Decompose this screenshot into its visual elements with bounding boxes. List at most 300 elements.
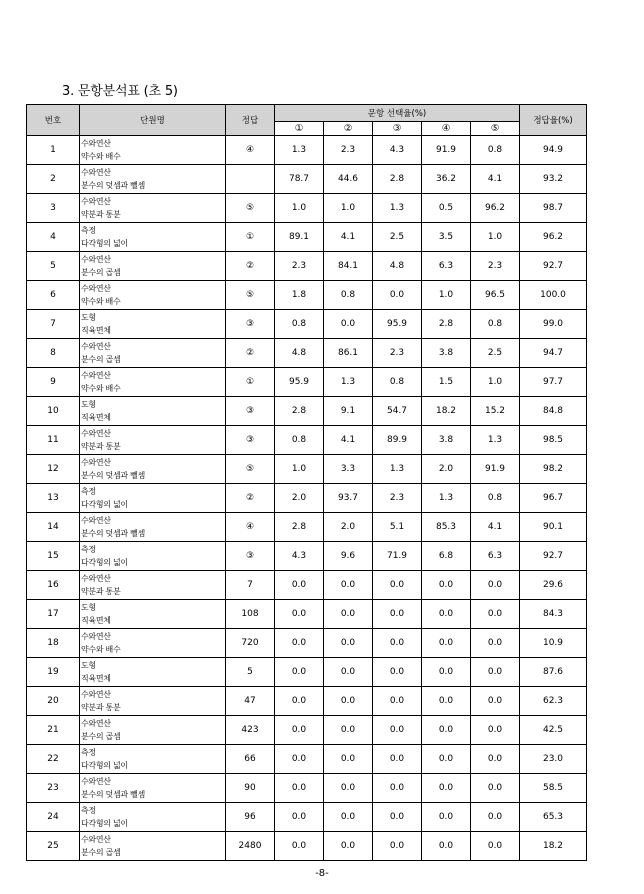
- row-number: 5: [27, 252, 80, 281]
- unit-category: 수와연산: [81, 139, 111, 148]
- option-3-rate: 0.0: [373, 600, 422, 629]
- table-row: [27, 600, 587, 629]
- table-row: [27, 803, 587, 832]
- correct-rate-cell: 98.5: [520, 426, 587, 455]
- option-5-rate: 91.9: [471, 455, 520, 484]
- table-row: [27, 542, 587, 571]
- unit-subtopic: 약수와 배수: [81, 297, 121, 306]
- option-4-rate: 1.5: [422, 368, 471, 397]
- unit-category: 도형: [81, 661, 96, 670]
- unit-category: 측정: [81, 487, 96, 496]
- row-number: 17: [27, 600, 80, 629]
- row-number: 7: [27, 310, 80, 339]
- table-row: [27, 571, 587, 600]
- unit-category: 측정: [81, 226, 96, 235]
- answer-cell: 2480: [226, 832, 275, 861]
- answer-cell: ③: [226, 426, 275, 455]
- header-option-2: ②: [324, 122, 373, 136]
- unit-category: 수와연산: [81, 516, 111, 525]
- table-row: [27, 368, 587, 397]
- row-number: 21: [27, 716, 80, 745]
- unit-name: [80, 571, 226, 600]
- option-5-rate: 6.3: [471, 542, 520, 571]
- option-5-rate: 1.0: [471, 223, 520, 252]
- table-row: [27, 397, 587, 426]
- unit-category: 수와연산: [81, 632, 111, 641]
- unit-name: [80, 687, 226, 716]
- answer-cell: ⑤: [226, 194, 275, 223]
- header-unit: 단원명: [80, 105, 226, 136]
- unit-subtopic: 약수와 배수: [81, 384, 121, 393]
- unit-category: 수와연산: [81, 255, 111, 264]
- option-3-rate: 0.8: [373, 368, 422, 397]
- unit-subtopic: 직육면체: [81, 326, 111, 335]
- option-2-rate: 0.0: [324, 803, 373, 832]
- option-1-rate: 1.3: [275, 136, 324, 165]
- option-3-rate: 1.3: [373, 455, 422, 484]
- header-option-4: ④: [422, 122, 471, 136]
- option-1-rate: 0.0: [275, 600, 324, 629]
- option-3-rate: 89.9: [373, 426, 422, 455]
- option-3-rate: 0.0: [373, 281, 422, 310]
- table-row: [27, 745, 587, 774]
- option-1-rate: 2.8: [275, 397, 324, 426]
- unit-category: 수와연산: [81, 284, 111, 293]
- unit-name: [80, 194, 226, 223]
- option-2-rate: 93.7: [324, 484, 373, 513]
- unit-category: 수와연산: [81, 342, 111, 351]
- option-2-rate: 4.1: [324, 223, 373, 252]
- option-4-rate: 0.0: [422, 600, 471, 629]
- unit-name: [80, 339, 226, 368]
- option-4-rate: 0.0: [422, 803, 471, 832]
- unit-category: 측정: [81, 806, 96, 815]
- correct-rate-cell: 93.2: [520, 165, 587, 194]
- correct-rate-cell: 84.3: [520, 600, 587, 629]
- option-4-rate: 2.0: [422, 455, 471, 484]
- table-row: [27, 339, 587, 368]
- unit-category: 수와연산: [81, 429, 111, 438]
- option-4-rate: 0.0: [422, 774, 471, 803]
- unit-subtopic: 직육면체: [81, 674, 111, 683]
- table-row: [27, 136, 587, 165]
- row-number: 14: [27, 513, 80, 542]
- table-row: [27, 455, 587, 484]
- option-2-rate: 9.6: [324, 542, 373, 571]
- option-2-rate: 0.0: [324, 571, 373, 600]
- option-5-rate: 4.1: [471, 513, 520, 542]
- row-number: 24: [27, 803, 80, 832]
- option-1-rate: 0.0: [275, 658, 324, 687]
- unit-name: [80, 745, 226, 774]
- unit-subtopic: 약수와 배수: [81, 645, 121, 654]
- option-3-rate: 0.0: [373, 687, 422, 716]
- row-number: 3: [27, 194, 80, 223]
- answer-cell: ④: [226, 136, 275, 165]
- unit-category: 수와연산: [81, 574, 111, 583]
- option-4-rate: 3.8: [422, 426, 471, 455]
- header-option-5: ⑤: [471, 122, 520, 136]
- correct-rate-cell: 62.3: [520, 687, 587, 716]
- option-5-rate: 0.0: [471, 600, 520, 629]
- table-row: [27, 194, 587, 223]
- correct-rate-cell: 99.0: [520, 310, 587, 339]
- option-1-rate: 0.0: [275, 687, 324, 716]
- option-4-rate: 0.0: [422, 745, 471, 774]
- option-1-rate: 0.8: [275, 310, 324, 339]
- correct-rate-cell: 65.3: [520, 803, 587, 832]
- option-1-rate: 0.8: [275, 426, 324, 455]
- answer-cell: ②: [226, 484, 275, 513]
- unit-name: [80, 629, 226, 658]
- unit-name: [80, 484, 226, 513]
- option-3-rate: 2.8: [373, 165, 422, 194]
- row-number: 8: [27, 339, 80, 368]
- option-4-rate: 3.8: [422, 339, 471, 368]
- answer-cell: ①: [226, 368, 275, 397]
- option-4-rate: 36.2: [422, 165, 471, 194]
- option-5-rate: 2.3: [471, 252, 520, 281]
- option-1-rate: 2.8: [275, 513, 324, 542]
- option-2-rate: 2.3: [324, 136, 373, 165]
- unit-subtopic: 다각형의 넓이: [81, 558, 128, 567]
- option-2-rate: 44.6: [324, 165, 373, 194]
- correct-rate-cell: 42.5: [520, 716, 587, 745]
- table-row: [27, 252, 587, 281]
- correct-rate-cell: 94.9: [520, 136, 587, 165]
- unit-name: [80, 803, 226, 832]
- option-1-rate: 0.0: [275, 832, 324, 861]
- row-number: 19: [27, 658, 80, 687]
- option-3-rate: 95.9: [373, 310, 422, 339]
- unit-category: 측정: [81, 748, 96, 757]
- row-number: 23: [27, 774, 80, 803]
- option-4-rate: 85.3: [422, 513, 471, 542]
- answer-cell: [226, 165, 275, 194]
- row-number: 20: [27, 687, 80, 716]
- unit-name: [80, 455, 226, 484]
- row-number: 18: [27, 629, 80, 658]
- option-3-rate: 0.0: [373, 716, 422, 745]
- unit-name: [80, 716, 226, 745]
- unit-category: 수와연산: [81, 835, 111, 844]
- option-3-rate: 54.7: [373, 397, 422, 426]
- row-number: 22: [27, 745, 80, 774]
- unit-name: [80, 252, 226, 281]
- row-number: 9: [27, 368, 80, 397]
- option-5-rate: 1.0: [471, 368, 520, 397]
- unit-name: [80, 832, 226, 861]
- option-2-rate: 2.0: [324, 513, 373, 542]
- option-3-rate: 2.5: [373, 223, 422, 252]
- option-5-rate: 2.5: [471, 339, 520, 368]
- option-4-rate: 0.0: [422, 716, 471, 745]
- option-2-rate: 0.0: [324, 774, 373, 803]
- option-2-rate: 0.0: [324, 687, 373, 716]
- option-4-rate: 6.3: [422, 252, 471, 281]
- option-5-rate: 0.0: [471, 745, 520, 774]
- row-number: 11: [27, 426, 80, 455]
- table-row: [27, 629, 587, 658]
- option-4-rate: 0.0: [422, 629, 471, 658]
- answer-cell: ②: [226, 252, 275, 281]
- answer-cell: 423: [226, 716, 275, 745]
- option-5-rate: 0.8: [471, 310, 520, 339]
- row-number: 25: [27, 832, 80, 861]
- option-5-rate: 4.1: [471, 165, 520, 194]
- option-1-rate: 2.0: [275, 484, 324, 513]
- header-option-1: ①: [275, 122, 324, 136]
- table-row: [27, 832, 587, 861]
- header-answer: 정답: [226, 105, 275, 136]
- correct-rate-cell: 98.2: [520, 455, 587, 484]
- unit-category: 수와연산: [81, 168, 111, 177]
- unit-name: [80, 310, 226, 339]
- option-1-rate: 4.3: [275, 542, 324, 571]
- unit-subtopic: 약분과 통분: [81, 442, 121, 451]
- option-2-rate: 3.3: [324, 455, 373, 484]
- correct-rate-cell: 84.8: [520, 397, 587, 426]
- table-row: [27, 281, 587, 310]
- unit-subtopic: 직육면체: [81, 413, 111, 422]
- option-3-rate: 2.3: [373, 339, 422, 368]
- option-2-rate: 84.1: [324, 252, 373, 281]
- answer-cell: 7: [226, 571, 275, 600]
- option-5-rate: 0.0: [471, 774, 520, 803]
- answer-cell: ③: [226, 310, 275, 339]
- option-1-rate: 0.0: [275, 716, 324, 745]
- option-5-rate: 0.0: [471, 716, 520, 745]
- answer-cell: ④: [226, 513, 275, 542]
- option-1-rate: 78.7: [275, 165, 324, 194]
- answer-cell: 5: [226, 658, 275, 687]
- option-2-rate: 9.1: [324, 397, 373, 426]
- unit-subtopic: 약분과 통분: [81, 210, 121, 219]
- table-row: [27, 426, 587, 455]
- correct-rate-cell: 94.7: [520, 339, 587, 368]
- correct-rate-cell: 96.2: [520, 223, 587, 252]
- correct-rate-cell: 98.7: [520, 194, 587, 223]
- unit-category: 수와연산: [81, 458, 111, 467]
- option-3-rate: 0.0: [373, 803, 422, 832]
- header-no: 번호: [27, 105, 80, 136]
- answer-cell: ③: [226, 542, 275, 571]
- row-number: 13: [27, 484, 80, 513]
- option-1-rate: 0.0: [275, 629, 324, 658]
- row-number: 4: [27, 223, 80, 252]
- correct-rate-cell: 23.0: [520, 745, 587, 774]
- unit-category: 수와연산: [81, 197, 111, 206]
- option-2-rate: 0.0: [324, 600, 373, 629]
- row-number: 16: [27, 571, 80, 600]
- table-row: [27, 658, 587, 687]
- answer-cell: 66: [226, 745, 275, 774]
- correct-rate-cell: 18.2: [520, 832, 587, 861]
- unit-subtopic: 분수의 덧셈과 뺄셈: [81, 181, 145, 190]
- option-3-rate: 5.1: [373, 513, 422, 542]
- option-1-rate: 1.0: [275, 194, 324, 223]
- unit-subtopic: 분수의 곱셈: [81, 268, 121, 277]
- table-row: [27, 165, 587, 194]
- answer-cell: 96: [226, 803, 275, 832]
- option-3-rate: 0.0: [373, 629, 422, 658]
- option-5-rate: 96.2: [471, 194, 520, 223]
- option-2-rate: 1.3: [324, 368, 373, 397]
- option-4-rate: 1.3: [422, 484, 471, 513]
- table-row: [27, 687, 587, 716]
- option-4-rate: 2.8: [422, 310, 471, 339]
- unit-category: 측정: [81, 545, 96, 554]
- unit-category: 수와연산: [81, 690, 111, 699]
- option-4-rate: 18.2: [422, 397, 471, 426]
- unit-subtopic: 직육면체: [81, 616, 111, 625]
- unit-subtopic: 약분과 통분: [81, 703, 121, 712]
- option-2-rate: 1.0: [324, 194, 373, 223]
- correct-rate-cell: 92.7: [520, 542, 587, 571]
- option-4-rate: 0.0: [422, 832, 471, 861]
- answer-cell: ⑤: [226, 281, 275, 310]
- unit-subtopic: 분수의 덧셈과 뺄셈: [81, 529, 145, 538]
- row-number: 6: [27, 281, 80, 310]
- unit-subtopic: 약수와 배수: [81, 152, 121, 161]
- unit-name: [80, 281, 226, 310]
- option-1-rate: 0.0: [275, 745, 324, 774]
- option-5-rate: 0.0: [471, 687, 520, 716]
- option-1-rate: 2.3: [275, 252, 324, 281]
- option-5-rate: 0.0: [471, 658, 520, 687]
- table-row: [27, 310, 587, 339]
- unit-name: [80, 658, 226, 687]
- answer-cell: 108: [226, 600, 275, 629]
- option-5-rate: 0.8: [471, 484, 520, 513]
- correct-rate-cell: 97.7: [520, 368, 587, 397]
- option-1-rate: 89.1: [275, 223, 324, 252]
- row-number: 12: [27, 455, 80, 484]
- unit-subtopic: 다각형의 넓이: [81, 761, 128, 770]
- option-3-rate: 0.0: [373, 832, 422, 861]
- table-row: [27, 513, 587, 542]
- option-3-rate: 1.3: [373, 194, 422, 223]
- option-4-rate: 3.5: [422, 223, 471, 252]
- option-5-rate: 0.0: [471, 803, 520, 832]
- unit-subtopic: 분수의 곱셈: [81, 848, 121, 857]
- unit-subtopic: 분수의 덧셈과 뺄셈: [81, 471, 145, 480]
- header-option-3: ③: [373, 122, 422, 136]
- answer-cell: ③: [226, 397, 275, 426]
- option-2-rate: 0.0: [324, 832, 373, 861]
- option-2-rate: 0.0: [324, 658, 373, 687]
- option-5-rate: 1.3: [471, 426, 520, 455]
- unit-category: 도형: [81, 313, 96, 322]
- option-5-rate: 0.0: [471, 629, 520, 658]
- row-number: 2: [27, 165, 80, 194]
- option-3-rate: 2.3: [373, 484, 422, 513]
- unit-name: [80, 513, 226, 542]
- option-4-rate: 0.0: [422, 658, 471, 687]
- option-1-rate: 95.9: [275, 368, 324, 397]
- unit-name: [80, 426, 226, 455]
- unit-name: [80, 223, 226, 252]
- unit-subtopic: 다각형의 넓이: [81, 819, 128, 828]
- option-3-rate: 4.3: [373, 136, 422, 165]
- unit-category: 도형: [81, 603, 96, 612]
- item-analysis-table: [26, 104, 587, 861]
- option-3-rate: 0.0: [373, 774, 422, 803]
- header-correct-rate: 정답율(%): [520, 105, 587, 136]
- correct-rate-cell: 10.9: [520, 629, 587, 658]
- correct-rate-cell: 92.7: [520, 252, 587, 281]
- unit-name: [80, 368, 226, 397]
- unit-category: 수와연산: [81, 777, 111, 786]
- unit-category: 도형: [81, 400, 96, 409]
- option-3-rate: 4.8: [373, 252, 422, 281]
- answer-cell: 720: [226, 629, 275, 658]
- option-2-rate: 4.1: [324, 426, 373, 455]
- option-1-rate: 4.8: [275, 339, 324, 368]
- header-selection: 문항 선택율(%): [275, 105, 520, 122]
- row-number: 1: [27, 136, 80, 165]
- unit-subtopic: 다각형의 넓이: [81, 500, 128, 509]
- table-row: [27, 716, 587, 745]
- option-2-rate: 0.0: [324, 310, 373, 339]
- correct-rate-cell: 29.6: [520, 571, 587, 600]
- correct-rate-cell: 96.7: [520, 484, 587, 513]
- answer-cell: 90: [226, 774, 275, 803]
- option-3-rate: 71.9: [373, 542, 422, 571]
- unit-name: [80, 600, 226, 629]
- unit-subtopic: 분수의 곱셈: [81, 732, 121, 741]
- table-row: [27, 223, 587, 252]
- option-5-rate: 0.0: [471, 832, 520, 861]
- page-number: -8-: [315, 868, 329, 879]
- unit-name: [80, 774, 226, 803]
- option-1-rate: 0.0: [275, 774, 324, 803]
- correct-rate-cell: 58.5: [520, 774, 587, 803]
- unit-name: [80, 397, 226, 426]
- option-3-rate: 0.0: [373, 658, 422, 687]
- table-row: [27, 774, 587, 803]
- unit-category: 수와연산: [81, 371, 111, 380]
- correct-rate-cell: 100.0: [520, 281, 587, 310]
- answer-cell: ①: [226, 223, 275, 252]
- option-5-rate: 96.5: [471, 281, 520, 310]
- option-2-rate: 0.0: [324, 716, 373, 745]
- unit-name: [80, 165, 226, 194]
- option-5-rate: 0.0: [471, 571, 520, 600]
- table-row: [27, 484, 587, 513]
- option-2-rate: 0.8: [324, 281, 373, 310]
- option-5-rate: 15.2: [471, 397, 520, 426]
- option-4-rate: 0.0: [422, 687, 471, 716]
- answer-cell: 47: [226, 687, 275, 716]
- option-1-rate: 0.0: [275, 571, 324, 600]
- table-body: [27, 136, 587, 861]
- correct-rate-cell: 90.1: [520, 513, 587, 542]
- option-4-rate: 6.8: [422, 542, 471, 571]
- unit-subtopic: 분수의 곱셈: [81, 355, 121, 364]
- option-4-rate: 0.5: [422, 194, 471, 223]
- unit-name: [80, 136, 226, 165]
- row-number: 15: [27, 542, 80, 571]
- option-1-rate: 1.8: [275, 281, 324, 310]
- answer-cell: ⑤: [226, 455, 275, 484]
- option-1-rate: 1.0: [275, 455, 324, 484]
- option-3-rate: 0.0: [373, 571, 422, 600]
- unit-category: 수와연산: [81, 719, 111, 728]
- unit-name: [80, 542, 226, 571]
- unit-subtopic: 다각형의 넓이: [81, 239, 128, 248]
- option-2-rate: 0.0: [324, 629, 373, 658]
